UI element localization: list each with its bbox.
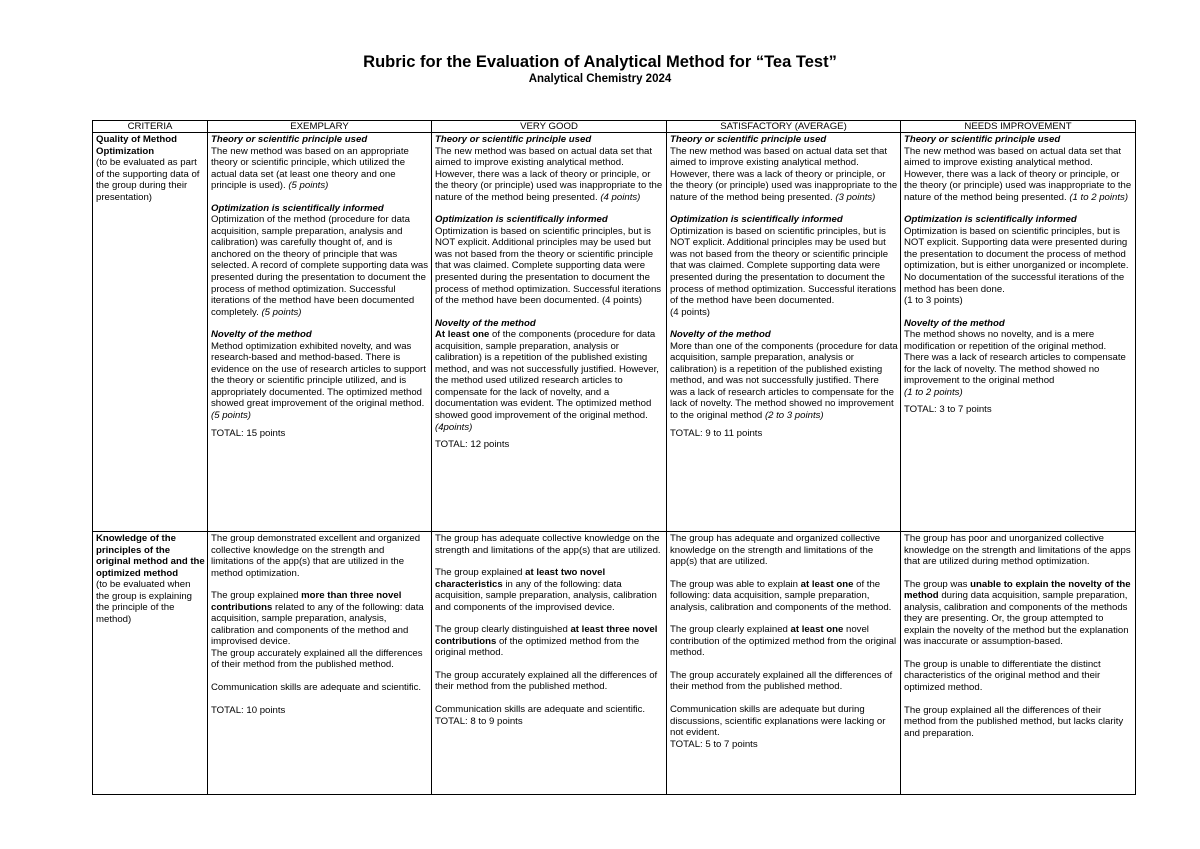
section-heading: Theory or scientific principle used	[904, 134, 1061, 145]
total: TOTAL: 8 to 9 points	[435, 715, 523, 727]
document-subtitle: Analytical Chemistry 2024	[528, 73, 672, 85]
section-heading: Novelty of the method	[435, 317, 536, 329]
section-heading: Novelty of the method	[670, 329, 771, 341]
document-title: Rubric for the Evaluation of Analytical Method for “Tea Test”	[363, 53, 837, 71]
points: (4 points)	[600, 191, 641, 203]
emphasis: At least one	[435, 329, 490, 341]
points: (5 points)	[211, 410, 251, 422]
total: TOTAL: 10 points	[211, 704, 286, 716]
section-text	[904, 146, 1133, 204]
section-body: The new method was based on an appropriate theory or scientific principle, which utilized the actual data set (at least one theory and one principle is used).	[211, 145, 409, 192]
paragraph: Communication skills are adequate but during discussions, scientific explanations were lacking or not evident.	[670, 704, 886, 739]
section-text: Optimization is based on scientific principles, but is NOT explicit. Additional principles may be used but was not based from the theory or scientific principle that was claimed. Complete supporting data were presented during the presentation to document the process of method optimization. Successful iterations of the method have been documented. (4 points)	[435, 225, 662, 307]
section-heading: Novelty of the method	[904, 317, 1005, 329]
paragraph: The group has adequate and organized collective knowledge on the strength and limitations of the app(s) that are utilized.	[670, 533, 881, 568]
criteria-cell	[93, 532, 208, 795]
section-body: Method optimization exhibited novelty, and was research-based and method-based. There is evidence on the use of research articles to support the theory or scientific principle utilized, and is appropriately documented. The optimized method showed great improvement of the original method.	[211, 340, 426, 410]
header-row	[93, 121, 1136, 133]
section-heading: Theory or scientific principle used	[211, 134, 368, 145]
points: (1 to 2 points)	[1069, 191, 1129, 203]
text-part: in any of the following: data acquisition, sample preparation, analysis, calibration and components of the improvised device.	[435, 578, 657, 613]
points: (4 points)	[670, 306, 710, 318]
section-text	[211, 214, 429, 318]
total: TOTAL: 12 points	[435, 439, 510, 451]
paragraph: Communication skills are adequate and scientific.	[211, 682, 422, 694]
points: (5 points)	[261, 306, 302, 318]
section-text	[211, 146, 429, 192]
very-good-cell	[432, 133, 667, 532]
section-text	[670, 341, 898, 422]
criteria-note: (to be evaluated when the group is explaining the principle of the method)	[96, 579, 193, 625]
paragraph: The group is unable to differentiate the distinct characteristics of the original method and their optimized method.	[904, 658, 1101, 694]
section-body: of the components (procedure for data acquisition, sample preparation, analysis or calibration) is a repetition of the published existing method, and was not successfully justified. However, the method used utilized research articles to compensate for the lack of novelty, and a documentation was evident. The optimized method showed good improvement of the original method.	[435, 329, 659, 422]
section-body: The new method was based on actual data set that aimed to improve existing analytical method. However, there was a lack of theory or principle, or the theory (or principle) used was inappropriate to the nature of the method being presented.	[904, 145, 1132, 203]
paragraph: The group accurately explained all the differences of their method from the published method.	[670, 669, 893, 693]
total: TOTAL: 3 to 7 points	[904, 404, 992, 416]
criteria-title: Quality of Method Optimization	[96, 134, 178, 157]
section-text: Optimization is based on scientific principles, but is NOT explicit. Supporting data were presented during the presentation to document the process of method optimization, but is either unorganized or incomplete. No documentation of the successful iterations of the method has been done.	[904, 225, 1129, 295]
very-good-cell	[432, 532, 667, 795]
paragraph: The group accurately explained all the differences of their method from the published method.	[435, 669, 658, 693]
points: (5 points)	[288, 180, 329, 192]
paragraph: The group has poor and unorganized collective knowledge on the strength and limitations of the apps that are utilized during method optimization.	[904, 533, 1131, 568]
points: (2 to 3 points)	[764, 410, 824, 422]
satisfactory-cell	[667, 532, 901, 795]
section-heading: Novelty of the method	[211, 329, 312, 341]
paragraph: The group demonstrated excellent and organized collective knowledge on the strength and limitations of the app(s) that are utilized in the method optimization.	[211, 533, 421, 579]
section-text: Optimization is based on scientific principles, but is NOT explicit. Additional principles may be used but was not based from the theory or scientific principle that was claimed. Complete supporting data were presented during the presentation to document the process of method optimization. Successful iterations of the method have been documented.	[670, 225, 897, 307]
text-part: of the following: data acquisition, sample preparation, analysis, calibration and components of the method.	[670, 578, 892, 613]
points: (1 to 2 points)	[904, 386, 963, 398]
section-text	[670, 146, 898, 204]
rubric-table	[92, 120, 1136, 795]
paragraph: The group accurately explained all the differences of their method from the published method.	[211, 647, 423, 671]
section-text	[435, 329, 664, 421]
exemplary-cell	[208, 532, 432, 795]
paragraph	[211, 590, 429, 648]
paragraph	[670, 624, 898, 659]
table-row-knowledge	[93, 532, 1136, 795]
section-text	[211, 341, 429, 422]
paragraph	[435, 567, 664, 613]
text-part: The group was	[904, 578, 971, 590]
criteria-title: Knowledge of the principles of the original method and the optimized method	[96, 533, 205, 579]
exemplary-cell	[208, 133, 432, 532]
section-body: More than one of the components (procedure for data acquisition, sample preparation, analysis or calibration) is a repetition of the published existing method, and was not successfully justified. There was a lack of research articles to compensate for the lack of novelty. The method showed no improvement to the original method	[670, 340, 898, 422]
needs-improvement-cell	[901, 532, 1136, 795]
emphasis: at least one	[800, 578, 854, 590]
total: TOTAL: 15 points	[211, 427, 286, 439]
text-part: The group explained	[435, 567, 526, 579]
section-body: The new method was based on actual data set that aimed to improve existing analytical method. However, there was a lack of theory or principle, or the theory (or principle) used was inappropriate to the nature of the method being presented.	[435, 145, 663, 203]
text-part: The group explained	[211, 590, 302, 602]
section-text: The method shows no novelty, and is a mere modification or repetition of the original method. There was a lack of research articles to compensate for the lack of novelty. The method showed no improvement to the original method	[904, 329, 1126, 387]
section-heading: Optimization is scientifically informed	[435, 214, 608, 226]
header-exemplary: EXEMPLARY	[208, 121, 432, 133]
header-satisfactory: SATISFACTORY (AVERAGE)	[667, 121, 901, 133]
total: TOTAL: 9 to 11 points	[670, 427, 763, 439]
emphasis: at least three novel contributions	[435, 624, 658, 647]
paragraph: The group explained all the differences of their method from the published method, but lacks clarity and preparation.	[904, 704, 1124, 739]
paragraph	[670, 579, 898, 614]
paragraph	[435, 624, 664, 659]
points: (1 to 3 points)	[904, 295, 963, 307]
needs-improvement-cell	[901, 133, 1136, 532]
text-part: The group was able to explain	[670, 578, 801, 590]
criteria-note: (to be evaluated as part of the supporting data of the group during their presentation)	[96, 157, 200, 203]
emphasis: at least one	[790, 624, 844, 636]
section-text	[435, 146, 664, 204]
section-heading: Optimization is scientifically informed	[211, 202, 384, 214]
paragraph: The group has adequate collective knowledge on the strength and limitations of the app(s) that are utilized.	[435, 533, 661, 556]
text-part: related to any of the following: data acquisition, sample preparation, analysis, calibration and components of the method and improvised device.	[211, 601, 424, 648]
table-row-method-optimization	[93, 133, 1136, 532]
section-heading: Theory or scientific principle used	[670, 134, 827, 145]
section-body: Optimization of the method (procedure for data acquisition, sample preparation, analysis and calibration) was carefully thought of, and is anchored on the theory of principle that was selected. A record of complete supporting data was presented during the presentation to document the process of method optimization. Successful iterations of the method have been documented completely.	[211, 214, 429, 318]
text-part: novel contribution of the optimized method from the original method.	[670, 624, 897, 659]
text-part: The group clearly explained	[670, 624, 791, 636]
text-part: The group clearly distinguished	[435, 624, 571, 636]
header-very-good: VERY GOOD	[432, 121, 667, 133]
text-part: during data acquisition, sample preparation, analysis, calibration and components of the methods they are presenting. Or, the group attempted to explain the novelty of the method but the explanation was inaccurate or assumption-based.	[904, 590, 1129, 648]
points: (3 points)	[835, 191, 876, 203]
header-criteria: CRITERIA	[93, 121, 208, 133]
paragraph	[904, 579, 1133, 648]
section-heading: Optimization is scientifically informed	[670, 214, 843, 226]
emphasis: unable to explain the novelty of the method	[904, 578, 1131, 602]
title-block	[0, 52, 1200, 86]
paragraph: Communication skills are adequate and scientific.	[435, 704, 646, 716]
satisfactory-cell	[667, 133, 901, 532]
points: (4points)	[435, 421, 473, 433]
emphasis: more than three novel contributions	[211, 590, 402, 613]
emphasis: at least two novel characteristics	[435, 567, 606, 590]
criteria-cell	[93, 133, 208, 532]
section-body: The new method was based on actual data set that aimed to improve existing analytical method. However, there was a lack of theory or principle, or the theory (or principle) used was inappropriate to the nature of the method being presented.	[670, 145, 898, 203]
section-heading: Optimization is scientifically informed	[904, 214, 1077, 226]
header-needs-improvement: NEEDS IMPROVEMENT	[901, 121, 1136, 133]
section-heading: Theory or scientific principle used	[435, 134, 592, 145]
text-part: of the optimized method from the original method.	[435, 635, 640, 659]
total: TOTAL: 5 to 7 points	[670, 738, 758, 750]
